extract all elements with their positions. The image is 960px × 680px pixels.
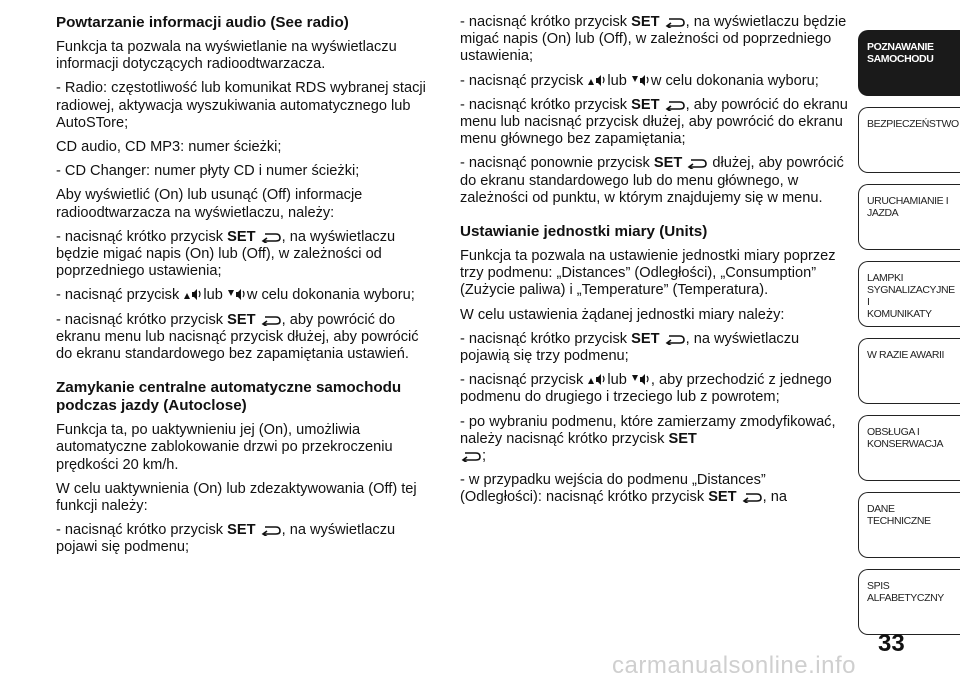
text: - nacisnąć przycisk xyxy=(460,72,584,89)
paragraph xyxy=(56,229,434,281)
text: - nacisnąć krótko przycisk xyxy=(56,311,224,328)
paragraph: Funkcja ta pozwala na ustawienie jednostki miary poprzez trzy podmenu: „Distances” (Odległości), „Consumption” (Zużycie paliwa) i „Temperature” (Temperatura). xyxy=(460,248,836,299)
paragraph: Funkcja ta pozwala na wyświetlanie na wyświetlaczu informacji dotyczących radioodtwarzacza. xyxy=(56,39,397,73)
text: w celu dokonania wyboru; xyxy=(246,287,415,304)
set-label: SET xyxy=(227,311,256,328)
paragraph xyxy=(460,73,848,90)
tab-label: SAMOCHODU xyxy=(867,53,934,65)
section-heading-see-radio: Powtarzanie informacji audio (See radio) xyxy=(56,14,349,31)
text: - nacisnąć krótko przycisk xyxy=(460,14,628,30)
paragraph: Aby wyświetlić (On) lub usunąć (Off) informacje radioodtwarzacza na wyświetlaczu, należy: xyxy=(56,187,363,221)
return-arrow-icon xyxy=(260,524,282,536)
paragraph xyxy=(56,287,434,304)
text: - nacisnąć przycisk xyxy=(56,287,180,304)
tab-label: DANE TECHNICZNE xyxy=(867,503,931,527)
tab-label: JAZDA xyxy=(867,207,899,219)
paragraph: CD audio, CD MP3: numer ścieżki; xyxy=(56,139,282,156)
return-arrow-icon xyxy=(686,157,708,169)
tab-lampki-sygnalizacyjne[interactable] xyxy=(858,261,960,327)
return-arrow-icon xyxy=(460,450,482,462)
text: - nacisnąć krótko przycisk xyxy=(56,522,224,539)
down-volume-icon xyxy=(631,372,651,386)
tab-spis-alfabetyczny[interactable] xyxy=(858,569,960,635)
paragraph xyxy=(56,312,434,364)
text: , na xyxy=(762,489,787,506)
paragraph: W celu ustawienia żądanej jednostki miary należy: xyxy=(460,306,785,323)
watermark: carmanualsonline.info xyxy=(612,652,856,679)
text: lub xyxy=(607,372,627,389)
return-arrow-icon xyxy=(664,16,686,28)
up-volume-icon xyxy=(587,372,607,386)
right-column xyxy=(460,14,848,514)
tab-uruchamianie-i-jazda[interactable] xyxy=(858,184,960,250)
paragraph xyxy=(460,97,848,149)
paragraph xyxy=(460,414,848,466)
text: - nacisnąć krótko przycisk xyxy=(460,96,628,113)
text: , aby powrócić do ekranu menu lub nacisnąć przycisk dłużej, aby powrócić do ekranu standardowego bez zapamiętania ustawień. xyxy=(56,311,419,363)
tab-label: SYGNALIZACYJNE I xyxy=(867,284,955,308)
down-volume-icon xyxy=(227,287,247,301)
paragraph: Funkcja ta, po uaktywnieniu jej (On), umożliwia automatyczne zablokowanie drzwi po przekroczeniu prędkości 20 km/h. xyxy=(56,422,393,473)
up-volume-icon xyxy=(183,287,203,301)
paragraph xyxy=(460,14,848,66)
text: ; xyxy=(482,448,487,465)
text: - nacisnąć przycisk xyxy=(460,372,584,389)
tab-bezpieczenstwo[interactable] xyxy=(858,107,960,173)
section-heading-autoclose: Zamykanie centralne automatyczne samochodu podczas jazdy (Autoclose) xyxy=(56,379,402,415)
return-arrow-icon xyxy=(664,333,686,345)
text: - nacisnąć krótko przycisk xyxy=(460,330,628,347)
paragraph xyxy=(56,522,434,556)
paragraph xyxy=(460,472,848,506)
tab-label: SPIS ALFABETYCZNY xyxy=(867,580,944,604)
set-label: SET xyxy=(227,522,256,539)
return-arrow-icon xyxy=(664,99,686,111)
page-number: 33 xyxy=(878,630,905,657)
set-label: SET xyxy=(708,489,737,506)
return-arrow-icon xyxy=(741,491,763,503)
paragraph xyxy=(460,155,848,207)
text: dłużej, aby powrócić do ekranu standardowego lub do menu głównego, w zależności od punktu, w którym znajdujemy się w menu. xyxy=(460,155,844,206)
set-label: SET xyxy=(631,96,660,113)
tab-label: LAMPKI xyxy=(867,272,904,284)
paragraph: W celu uaktywnienia (On) lub zdezaktywowania (Off) tej funkcji należy: xyxy=(56,480,417,515)
tab-label: KOMUNIKATY xyxy=(867,308,932,320)
text: , aby przechodzić z jednego podmenu do drugiego i trzeciego lub z powrotem; xyxy=(460,372,832,406)
text: , na wyświetlaczu będzie migać napis (On) lub (Off), w zależności od poprzedniego ustawienia; xyxy=(56,228,396,280)
tab-label: W RAZIE AWARII xyxy=(867,349,945,361)
set-label: SET xyxy=(227,228,256,245)
set-label: SET xyxy=(653,155,683,172)
down-volume-icon xyxy=(631,73,651,87)
set-label: SET xyxy=(631,330,660,347)
paragraph: - Radio: częstotliwość lub komunikat RDS wybranej stacji radiowej, aktywacja wyszukiwania automatycznego lub AutoSTore; xyxy=(56,80,426,131)
text: - nacisnąć ponownie przycisk xyxy=(460,155,650,172)
text: - w przypadku wejścia do podmenu „Distances” (Odległości): nacisnąć krótko przycisk xyxy=(460,472,766,506)
tab-label: KONSERWACJA xyxy=(867,438,944,450)
text: lub xyxy=(607,72,627,89)
tab-obsluga-i-konserwacja[interactable] xyxy=(858,415,960,481)
return-arrow-icon xyxy=(260,231,282,243)
text: , na wyświetlaczu pojawią się trzy podmenu; xyxy=(460,330,800,365)
tab-label: POZNAWANIE xyxy=(867,41,934,53)
paragraph xyxy=(460,372,848,406)
tab-label: URUCHAMIANIE I xyxy=(867,195,949,207)
paragraph: - CD Changer: numer płyty CD i numer ścieżki; xyxy=(56,163,360,180)
section-heading-units: Ustawianie jednostki miary (Units) xyxy=(460,223,708,241)
text: , na wyświetlaczu będzie migać napis (On) lub (Off), w zależności od poprzedniego ustawienia; xyxy=(460,14,847,65)
tab-dane-techniczne[interactable] xyxy=(858,492,960,558)
text: , na wyświetlaczu pojawi się podmenu; xyxy=(56,522,396,556)
text: lub xyxy=(203,287,223,304)
chapter-tabs xyxy=(858,30,960,646)
set-label: SET xyxy=(668,430,697,447)
paragraph xyxy=(460,331,848,365)
tab-label: BEZPIECZEŃSTWO xyxy=(867,118,959,130)
tab-poznawanie-samochodu[interactable] xyxy=(858,30,960,96)
tab-label: OBSŁUGA I xyxy=(867,426,920,438)
tab-w-razie-awarii[interactable] xyxy=(858,338,960,404)
left-column xyxy=(56,14,434,564)
text: - po wybraniu podmenu, które zamierzamy zmodyfikować, należy nacisnąć krótko przycisk xyxy=(460,413,836,447)
text: - nacisnąć krótko przycisk xyxy=(56,228,224,245)
up-volume-icon xyxy=(587,73,607,87)
text: w celu dokonania wyboru; xyxy=(650,72,819,89)
text: , aby powrócić do ekranu menu lub nacisnąć przycisk dłużej, aby powrócić do ekranu menu głównego bez zapamiętania; xyxy=(460,96,848,148)
set-label: SET xyxy=(631,14,660,30)
return-arrow-icon xyxy=(260,314,282,326)
